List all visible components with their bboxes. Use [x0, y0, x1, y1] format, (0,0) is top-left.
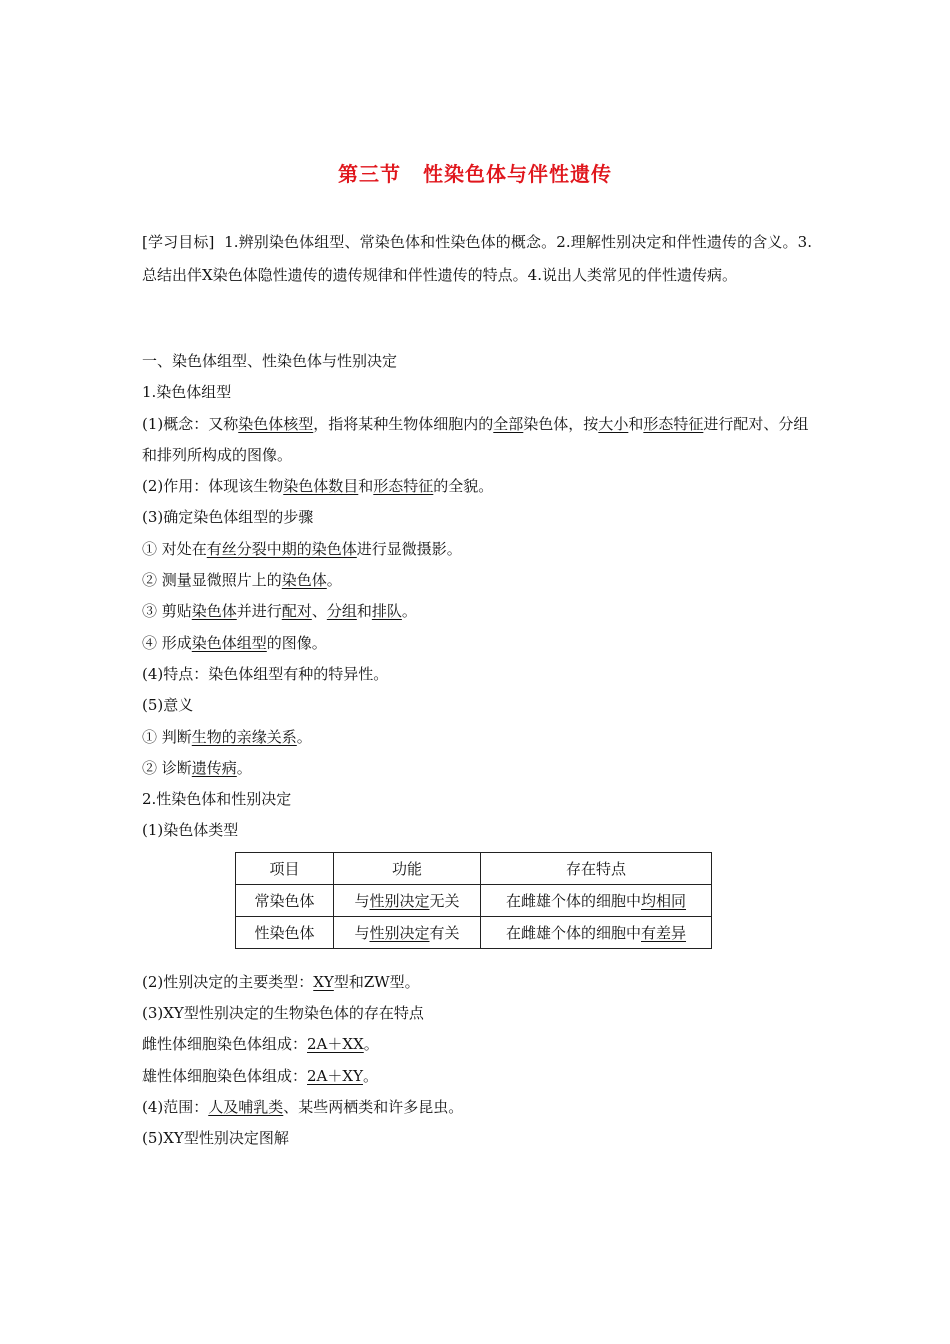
table-header: 项目 [236, 852, 334, 884]
blank-answer: 大小 [598, 414, 629, 433]
subheading-sex-chromosomes: 2.性染色体和性别决定 [142, 790, 292, 809]
blank-answer: 性别决定 [369, 891, 430, 910]
blank-answer: 均相同 [641, 891, 687, 910]
chromosome-type-table [235, 852, 712, 949]
blank-answer: 2A＋XY [307, 1066, 363, 1085]
goals-label: [学习目标] [142, 233, 215, 251]
steps-title: (3)确定染色体组型的步骤 [142, 508, 314, 527]
blank-answer: 人及哺乳类 [208, 1097, 284, 1116]
table-cell: 在雌雄个体的细胞中有差异 [481, 916, 712, 948]
blank-answer: 有丝分裂中期的染色体 [206, 539, 357, 558]
table-header: 功能 [334, 852, 481, 884]
step-3: ③ 剪贴染色体并进行配对、分组和排队。 [142, 602, 417, 621]
table-header: 存在特点 [481, 852, 712, 884]
diagram-title: (5)XY型性别决定图解 [142, 1129, 289, 1148]
table-cell: 在雌雄个体的细胞中均相同 [481, 884, 712, 916]
table-row [236, 884, 712, 916]
table-row [236, 916, 712, 948]
meaning-2: ② 诊断遗传病。 [142, 758, 252, 777]
determination-types: (2)性别决定的主要类型：XY型和ZW型。 [142, 972, 420, 991]
subheading-karyotype: 1.染色体组型 [142, 383, 232, 402]
blank-answer: XY [313, 972, 334, 991]
table-cell: 与性别决定有关 [334, 916, 481, 948]
range-line: (4)范围：人及哺乳类、某些两栖类和许多昆虫。 [142, 1097, 464, 1116]
title-text: 性染色体与伴性遗传 [423, 162, 612, 186]
title-section-number: 第三节 [338, 162, 401, 186]
meaning-1: ① 判断生物的亲缘关系。 [142, 727, 312, 746]
page-title [0, 158, 950, 187]
blank-answer: 生物的亲缘关系 [191, 727, 297, 746]
blank-answer: 遗传病 [191, 758, 237, 777]
types-title: (1)染色体类型 [142, 821, 239, 840]
meaning-title: (5)意义 [142, 696, 194, 715]
blank-answer: 染色体 [281, 571, 327, 590]
blank-answer: 全部 [493, 414, 524, 433]
female-composition: 雌性体细胞染色体组成：2A＋XX。 [142, 1035, 379, 1054]
blank-answer: 配对 [281, 602, 312, 621]
blank-answer: 形态特征 [643, 414, 704, 433]
blank-answer: 染色体组型 [191, 633, 267, 652]
table-cell: 与性别决定无关 [334, 884, 481, 916]
table-cell: 性染色体 [236, 916, 334, 948]
blank-answer: 有差异 [641, 923, 687, 942]
role-line: (2)作用：体现该生物染色体数目和形态特征的全貌。 [142, 477, 494, 496]
step-2: ② 测量显微照片上的染色体。 [142, 571, 342, 590]
concept-paragraph: (1)概念：又称染色体核型，指将某种生物体细胞内的全部染色体，按大小和形态特征进行配对、分组和排列所构成的图像。 [142, 414, 809, 464]
table-cell: 常染色体 [236, 884, 334, 916]
section-heading: 一、染色体组型、性染色体与性别决定 [142, 352, 398, 370]
blank-answer: 分组 [326, 602, 357, 621]
blank-answer: 染色体 [191, 602, 237, 621]
blank-answer: 2A＋XX [307, 1035, 364, 1054]
blank-answer: 排队 [371, 602, 402, 621]
male-composition: 雄性体细胞染色体组成：2A＋XY。 [142, 1066, 378, 1085]
xy-title: (3)XY型性别决定的生物染色体的存在特点 [142, 1004, 424, 1023]
learning-goals [142, 226, 812, 292]
step-1: ① 对处在有丝分裂中期的染色体进行显微摄影。 [142, 539, 462, 558]
blank-answer: 形态特征 [373, 477, 434, 496]
main-content [142, 346, 812, 1155]
feature-line: (4)特点：染色体组型有种的特异性。 [142, 664, 389, 683]
step-4: ④ 形成染色体组型的图像。 [142, 633, 327, 652]
blank-answer: 性别决定 [369, 923, 430, 942]
goals-text: 1.辨别染色体组型、常染色体和性染色体的概念。2.理解性别决定和伴性遗传的含义。3.总结出伴X染色体隐性遗传的遗传规律和伴性遗传的特点。4.说出人类常见的伴性遗传病。 [142, 233, 812, 284]
table-header-row [236, 852, 712, 884]
blank-answer: 染色体数目 [283, 477, 359, 496]
blank-answer: 染色体核型 [238, 414, 314, 433]
